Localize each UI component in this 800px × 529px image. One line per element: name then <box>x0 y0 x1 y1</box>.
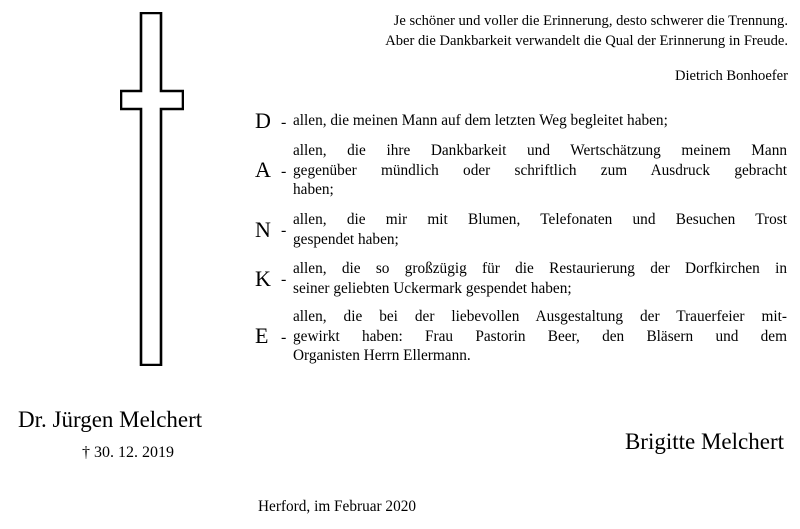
thanks-row-k <box>255 259 787 298</box>
thanks-letter: D <box>255 108 271 133</box>
thanks-line: seiner geliebten Uckermark gespendet haben; <box>293 279 572 297</box>
thanks-line: gewirkt haben: Frau Pastorin Beer, den Bläsern und dem <box>293 327 787 345</box>
thanks-dash: - <box>281 113 287 131</box>
thanks-row-d <box>255 110 787 132</box>
thanks-letter: E <box>255 323 269 349</box>
thanks-letter: K <box>255 265 271 291</box>
thanks-dash: - <box>281 328 287 346</box>
thanks-text <box>293 111 787 131</box>
thanks-letter: A <box>255 157 271 183</box>
thanks-dash: - <box>281 162 287 180</box>
thanks-line: haben; <box>293 181 334 199</box>
thanks-row-n <box>255 210 787 249</box>
thanks-line: allen, die meinen Mann auf dem letzten Weg begleitet haben; <box>293 112 668 130</box>
thanks-text <box>293 259 787 298</box>
place-date: Herford, im Februar 2020 <box>258 498 417 515</box>
quote-author: Dietrich Bonhoefer <box>674 68 788 84</box>
thanks-text <box>293 307 787 366</box>
thanks-row-e <box>255 307 787 366</box>
thanks-line: gespendet haben; <box>293 230 399 248</box>
latin-cross-icon <box>120 12 184 366</box>
quote-line-1: Je schöner und voller die Erinnerung, desto schwerer die Trennung. <box>393 13 788 29</box>
thanks-line: allen, die mir mit Blumen, Telefonaten und Besuchen Trost <box>293 211 787 228</box>
thanks-line: allen, die so großzügig für die Restaurierung der Dorfkirchen in <box>293 260 787 277</box>
quote-line-2: Aber die Dankbarkeit verwandelt die Qual der Erinnerung in Freude. <box>385 33 788 49</box>
thanks-text <box>293 210 787 249</box>
thanks-dash: - <box>281 222 287 240</box>
thanks-line: allen, die bei der liebevollen Ausgestaltung der Trauerfeier mit- <box>293 308 787 325</box>
thanks-text <box>293 141 787 200</box>
thanks-letter: N <box>255 216 271 242</box>
deceased-name: Dr. Jürgen Melchert <box>18 407 203 432</box>
death-date: † 30. 12. 2019 <box>82 444 174 461</box>
thanks-line: Organisten Herrn Ellermann. <box>293 347 471 365</box>
thanks-line: gegenüber mündlich oder schriftlich zum Ausdruck gebracht <box>293 161 787 179</box>
signatory-name: Brigitte Melchert <box>624 429 784 454</box>
thanks-row-a <box>255 141 787 200</box>
thanks-dash: - <box>281 271 287 289</box>
thanks-line: allen, die ihre Dankbarkeit und Wertschätzung meinem Mann <box>293 142 787 159</box>
